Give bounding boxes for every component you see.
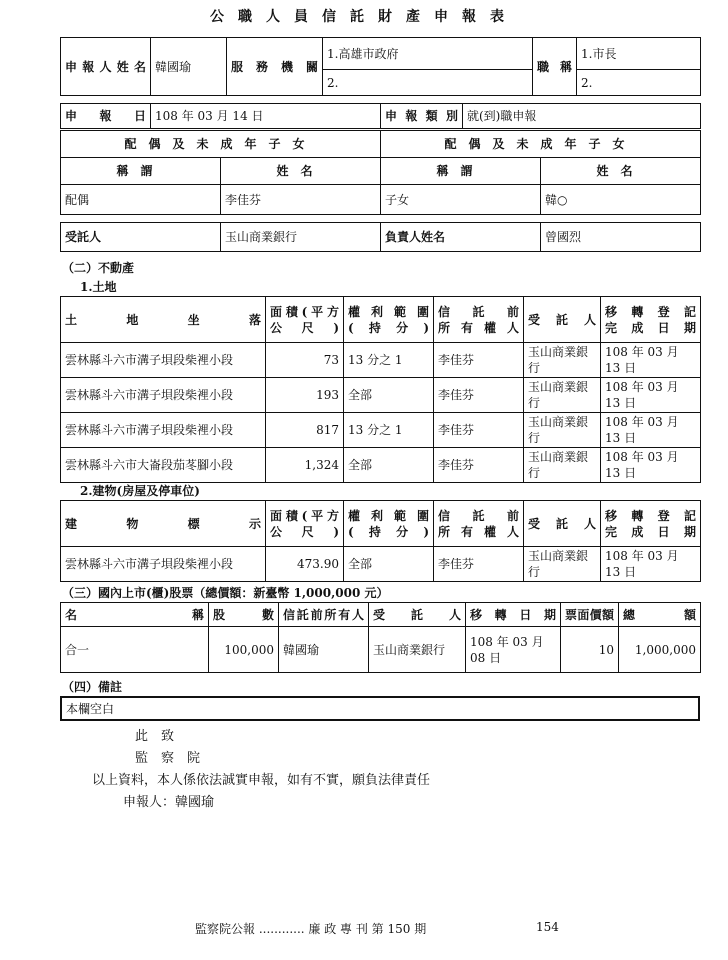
table-row: [61, 547, 701, 582]
scope-header-2: (持分): [348, 320, 429, 335]
trustee-table: [60, 222, 701, 252]
table-row: [61, 448, 701, 483]
table-row: [61, 378, 701, 413]
land-trustee-header: 受託人: [524, 297, 601, 343]
land-date: 108 年 03 月 13 日: [601, 343, 701, 378]
name-header: 姓名: [221, 158, 381, 185]
building-location: 雲林縣斗六市溝子垻段柴裡小段: [61, 547, 266, 582]
date-label: 申報日: [61, 104, 151, 129]
closing-line-2: 監 察 院: [135, 751, 201, 766]
position-2: 2.: [577, 70, 701, 96]
building-trustee: 玉山商業銀行: [524, 547, 601, 582]
land-location: 雲林縣斗六市大崙段茄苳腳小段: [61, 448, 266, 483]
table-row: [61, 413, 701, 448]
land-owner: 李佳芬: [434, 448, 524, 483]
transfer-header-2: 完成日期: [605, 524, 696, 539]
building-subsection: 2.建物(房屋及停車位): [80, 484, 200, 498]
area-header-1: 面積(平方: [270, 508, 339, 523]
transfer-header: [601, 501, 701, 547]
transfer-header-1: 移轉登記: [605, 508, 696, 523]
header-table: [60, 37, 701, 96]
stock-name: 合一: [61, 627, 209, 673]
trustee-head-label: 負責人姓名: [381, 223, 541, 252]
land-area: 1,324: [266, 448, 344, 483]
footer-page-number: 154: [536, 920, 559, 934]
stock-owner: 韓國瑜: [279, 627, 369, 673]
title-header: 稱謂: [61, 158, 221, 185]
stocks-section: （三）國內上市(櫃)股票（總價額：新臺幣 1,000,000 元）: [62, 586, 389, 600]
area-header-2: 公尺): [270, 524, 339, 539]
scope-header-2: (持分): [348, 524, 429, 539]
stock-date: 108 年 03 月 08 日: [466, 627, 561, 673]
building-area: 473.90: [266, 547, 344, 582]
land-area: 817: [266, 413, 344, 448]
land-date: 108 年 03 月 13 日: [601, 378, 701, 413]
date-table: [60, 103, 701, 129]
family-table: [60, 130, 701, 215]
remarks-section: （四）備註: [62, 680, 123, 694]
scope-header-1: 權利範圍: [348, 304, 429, 319]
stock-total: 1,000,000: [619, 627, 701, 673]
closing-line-1: 此 致: [135, 729, 175, 744]
title-header: 稱謂: [381, 158, 541, 185]
land-table: [60, 296, 701, 483]
remarks-value: 本欄空白: [61, 697, 699, 720]
stock-shares-header: 股數: [209, 603, 279, 627]
agency-1: 1.高雄市政府: [323, 38, 533, 70]
building-table: [60, 500, 701, 582]
declarant-name: 韓國瑜: [151, 38, 227, 96]
stock-name-header: 名稱: [61, 603, 209, 627]
area-header: [266, 297, 344, 343]
owner-header-1: 信託前: [438, 508, 519, 523]
family-title: 配偶: [61, 185, 221, 215]
land-location: 雲林縣斗六市溝子垻段柴裡小段: [61, 413, 266, 448]
land-area: 73: [266, 343, 344, 378]
scope-header: [344, 501, 434, 547]
real-estate-section: （二）不動產: [62, 261, 135, 275]
type-value: 就(到)職申報: [463, 104, 701, 129]
position-1: 1.市長: [577, 38, 701, 70]
land-location: 雲林縣斗六市溝子垻段柴裡小段: [61, 378, 266, 413]
area-header-2: 公尺): [270, 320, 339, 335]
date-value: 108 年 03 月 14 日: [151, 104, 381, 129]
land-location: 雲林縣斗六市溝子垻段柴裡小段: [61, 343, 266, 378]
land-subsection: 1.土地: [80, 280, 117, 294]
building-location-header: 建物標示: [61, 501, 266, 547]
name-header: 姓名: [541, 158, 701, 185]
stock-shares: 100,000: [209, 627, 279, 673]
stock-total-header: 總額: [619, 603, 701, 627]
form-title: 公職人員信託財產申報表: [210, 9, 518, 25]
land-scope: 13 分之 1: [344, 343, 434, 378]
land-owner: 李佳芬: [434, 343, 524, 378]
scope-header-1: 權利範圍: [348, 508, 429, 523]
closing-statement: 以上資料，本人係依法誠實申報，如有不實，願負法律責任: [92, 773, 431, 788]
land-location-header: 土地坐落: [61, 297, 266, 343]
transfer-header: [601, 297, 701, 343]
land-date: 108 年 03 月 13 日: [601, 413, 701, 448]
building-trustee-header: 受託人: [524, 501, 601, 547]
owner-header-2: 所有權人: [438, 524, 519, 539]
family-section-right: 配偶及未成年子女: [381, 131, 701, 158]
stock-par-header: 票面價額: [561, 603, 619, 627]
declarant-label: 申報人姓名: [61, 38, 151, 96]
family-section-left: 配偶及未成年子女: [61, 131, 381, 158]
land-owner: 李佳芬: [434, 413, 524, 448]
stock-par: 10: [561, 627, 619, 673]
stock-owner-header: 信託前所有人: [279, 603, 369, 627]
land-area: 193: [266, 378, 344, 413]
stock-trustee-header: 受託人: [369, 603, 466, 627]
land-owner: 李佳芬: [434, 378, 524, 413]
area-header: [266, 501, 344, 547]
table-row: [61, 627, 701, 673]
stocks-table: [60, 602, 701, 673]
land-trustee: 玉山商業銀行: [524, 448, 601, 483]
type-label: 申報類別: [381, 104, 463, 129]
family-title: 子女: [381, 185, 541, 215]
signature: 申報人：韓國瑜: [123, 795, 215, 810]
table-row: [61, 343, 701, 378]
owner-header: [434, 501, 524, 547]
agency-label: 服務機關: [227, 38, 323, 96]
land-scope: 全部: [344, 378, 434, 413]
trustee-label: 受託人: [61, 223, 221, 252]
land-scope: 13 分之 1: [344, 413, 434, 448]
family-name: 李佳芬: [221, 185, 381, 215]
owner-header-1: 信託前: [438, 304, 519, 319]
land-trustee: 玉山商業銀行: [524, 378, 601, 413]
transfer-header-2: 完成日期: [605, 320, 696, 335]
land-scope: 全部: [344, 448, 434, 483]
stock-trustee: 玉山商業銀行: [369, 627, 466, 673]
scope-header: [344, 297, 434, 343]
trustee-head-value: 曾國烈: [541, 223, 701, 252]
stock-date-header: 移轉日期: [466, 603, 561, 627]
area-header-1: 面積(平方: [270, 304, 339, 319]
land-trustee: 玉山商業銀行: [524, 413, 601, 448]
remarks-table: [60, 696, 700, 721]
position-label: 職稱: [533, 38, 577, 96]
owner-header: [434, 297, 524, 343]
building-scope: 全部: [344, 547, 434, 582]
owner-header-2: 所有權人: [438, 320, 519, 335]
footer-publication: 監察院公報 ............ 廉 政 專 刊 第 150 期: [195, 922, 427, 936]
building-owner: 李佳芬: [434, 547, 524, 582]
building-date: 108 年 03 月 13 日: [601, 547, 701, 582]
transfer-header-1: 移轉登記: [605, 304, 696, 319]
agency-2: 2.: [323, 70, 533, 96]
family-name: 韓○: [541, 185, 701, 215]
land-date: 108 年 03 月 13 日: [601, 448, 701, 483]
land-trustee: 玉山商業銀行: [524, 343, 601, 378]
trustee-value: 玉山商業銀行: [221, 223, 381, 252]
